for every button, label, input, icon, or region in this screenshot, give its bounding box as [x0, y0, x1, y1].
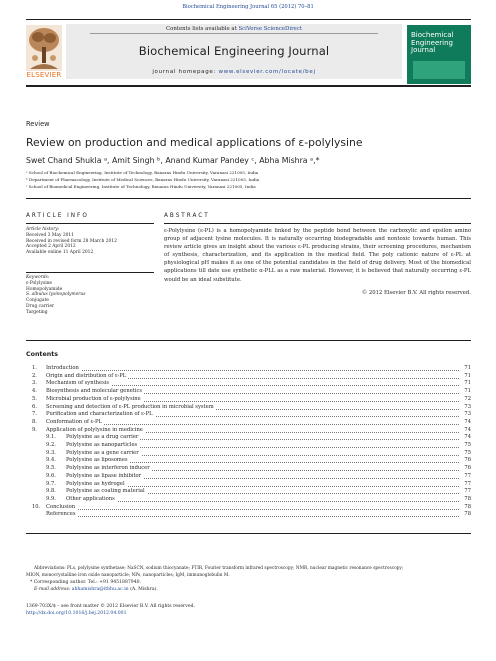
toc-page-number: 78	[464, 511, 471, 518]
email-link[interactable]: abhamishra@itbhu.ac.in	[71, 587, 129, 592]
toc-title: Polylysine as interferon inducer	[66, 465, 150, 472]
toc-title: Polylysine as lipase inhibitor	[66, 472, 142, 479]
toc-number: 7.	[32, 411, 37, 418]
toc-entry[interactable]	[26, 365, 471, 372]
toc-page-number: 77	[464, 488, 471, 495]
toc-entry[interactable]	[26, 419, 471, 426]
toc-title: Conformation of ε-PL	[46, 418, 102, 425]
toc-number: 1.	[32, 365, 37, 371]
toc-leader-dots	[66, 499, 459, 502]
toc-page-number: 75	[464, 442, 471, 448]
toc-title: Polylysine as coating material	[66, 488, 145, 495]
toc-page-number: 73	[464, 411, 471, 418]
toc-page-number: 71	[464, 388, 471, 395]
toc-title: Polylysine as a gene carrier	[66, 449, 139, 456]
cover-graphic	[413, 61, 465, 79]
toc-entry[interactable]	[26, 504, 471, 511]
keyword: Drug carrier	[26, 303, 55, 309]
toc-page-number: 77	[464, 472, 471, 479]
keywords-rule	[26, 272, 154, 273]
toc-title: Application of polylysine in medicine	[46, 426, 143, 433]
toc-title: Microbial production of ε-polylysine	[46, 395, 141, 402]
toc-page-number: 78	[464, 503, 471, 510]
elsevier-tree-icon	[26, 25, 62, 71]
journal-homepage	[66, 69, 402, 75]
toc-page-number: 77	[464, 480, 471, 487]
available-prefix: Contents lists available at	[165, 26, 239, 32]
header-divider	[90, 33, 378, 34]
sciencedirect-link[interactable]: SciVerse ScienceDirect	[238, 26, 303, 32]
toc-entry[interactable]	[26, 457, 471, 464]
toc-number: 9.6.	[46, 472, 56, 479]
toc-number: 9.3.	[46, 449, 56, 456]
toc-leader-dots	[46, 368, 459, 371]
article-title: Review on production and medical applications of ε-polylysine	[26, 136, 363, 149]
email-label: E-mail address:	[34, 587, 72, 592]
toc-page-number: 74	[464, 418, 471, 425]
author-list: Swet Chand Shukla ᵃ, Amit Singh ᵇ, Anand Kumar Pandey ᶜ, Abha Mishra ᵃ,*	[26, 156, 320, 165]
toc-title: Origin and distribution of ε-PL	[46, 372, 127, 379]
toc-leader-dots	[46, 514, 459, 517]
toc-title: Polylysine as liposomes	[66, 457, 128, 464]
toc-page-number: 71	[464, 372, 471, 379]
keyword: ε-Polylysine	[26, 280, 53, 286]
header-bottom-rule	[26, 85, 471, 87]
toc-number: 9.	[32, 426, 37, 433]
toc-page-number: 74	[464, 426, 471, 433]
toc-number: 8.	[32, 418, 37, 425]
homepage-link[interactable]: www.elsevier.com/locate/bej	[218, 69, 316, 75]
header-top-rule	[26, 19, 471, 20]
article-type: Review	[26, 120, 50, 128]
toc-number: 9.1.	[46, 434, 56, 441]
toc-entry[interactable]	[26, 411, 471, 418]
toc-title: Polylysine as a drug carrier	[66, 434, 139, 441]
toc-title: References	[46, 511, 76, 518]
toc-number: 9.4.	[46, 457, 56, 464]
keyword: Targeting	[26, 309, 48, 315]
toc-number: 3.	[32, 380, 37, 387]
history-item: Received in revised form 28 March 2012	[26, 238, 117, 244]
toc-number: 9.8.	[46, 488, 56, 495]
toc-leader-dots	[46, 422, 459, 425]
toc-page-number: 72	[464, 395, 471, 402]
homepage-prefix: journal homepage:	[152, 69, 219, 75]
toc-page-number: 71	[464, 380, 471, 387]
toc-entry[interactable]	[26, 373, 471, 380]
abbreviations: Abbreviations: PLs, polylysine synthetase; NaSCN, sodium thiocyanate; FTIR, Fourier transform infrared spectroscopy; NMR, nuclear magnetic resonance spectroscopy;	[34, 566, 404, 571]
toc-title: Introduction	[46, 365, 79, 371]
copyright: © 2012 Elsevier B.V. All rights reserved.	[361, 290, 471, 296]
abstract-heading: ABSTRACT	[164, 213, 210, 219]
toc-leader-dots	[46, 507, 459, 510]
cover-line: Biochemical	[411, 31, 454, 39]
toc-title: Biosynthesis and molecular genetics	[46, 388, 143, 395]
contents-bottom-rule	[26, 533, 471, 534]
journal-citation[interactable]: Biochemical Engineering Journal 65 (2012) 70–81	[182, 4, 314, 10]
toc-entry[interactable]	[26, 473, 471, 480]
toc-entry[interactable]	[26, 481, 471, 488]
keyword: Conjugate	[26, 298, 49, 304]
abstract-text: ε-Polylysine (ε-PL) is a homopolyamide linked by the peptide bond between the carboxylic and epsilon amino group of adjacent lysine molecules. It is naturally occurring biodegradable and nontoxic towards human. This review article gives an insight about the various ε-PL producing strains, their screening procedures, mechanism of synthesis, characterization, and its application in the medical field. The poly cationic nature of ε-PL at physiological pH makes it as one of the potential candidates in the field of drug delivery. Most of the biomedical applications till date use synthetic α-PLL as a raw material. However, it is believed that naturally occurring ε-PL would be an ideal substitute.	[164, 228, 471, 283]
toc-title: Conclusion	[46, 503, 76, 510]
toc-title: Screening and detection of ε-PL production in microbial system	[46, 403, 214, 410]
toc-number: 2.	[32, 372, 37, 379]
history-label: Article history:	[26, 227, 60, 232]
toc-page-number: 75	[464, 449, 471, 456]
contents-available-line	[66, 26, 402, 32]
toc-page-number: 71	[464, 365, 471, 371]
toc-title: Mechanism of synthesis	[46, 380, 110, 387]
keyword: S. albulus lysinopolymerus	[26, 292, 86, 298]
elsevier-logo[interactable]	[26, 25, 62, 81]
toc-entry[interactable]	[26, 496, 471, 503]
toc-page-number: 78	[464, 495, 471, 502]
toc-entry[interactable]	[26, 404, 471, 411]
toc-page-number: 74	[464, 434, 471, 441]
section-rule	[26, 198, 471, 199]
email-line	[34, 587, 158, 592]
toc-title: Purification and characterization of ε-PL	[46, 411, 153, 418]
toc-entry[interactable]	[26, 442, 471, 449]
history-item: Available online 11 April 2012	[26, 250, 94, 256]
toc-entry[interactable]	[26, 434, 471, 441]
toc-entry[interactable]	[26, 465, 471, 472]
keyword: Homopolyamide	[26, 286, 63, 292]
toc-entry[interactable]	[26, 427, 471, 434]
toc-number: 9.5.	[46, 465, 56, 472]
history-item: Accepted 2 April 2012	[26, 244, 76, 250]
toc-number: 10.	[32, 503, 41, 510]
cover-title	[411, 32, 471, 55]
toc-number: 9.9.	[46, 495, 56, 502]
article-history	[26, 227, 117, 256]
toc-number: 5.	[32, 395, 37, 402]
cover-line: Engineering	[411, 38, 453, 47]
abstract-rule	[164, 223, 471, 224]
affiliation-a: ᵃ School of Biochemical Engineering, Institute of Technology, Banaras Hindu University, Varanasi 221005, India	[26, 170, 259, 175]
toc-entry[interactable]	[26, 488, 471, 495]
toc-title: Other applications	[66, 495, 115, 502]
toc-title: Polylysine as nanoparticles	[66, 442, 138, 448]
affiliation-b: ᵇ Department of Pharmacology, Institute of Medical Sciences, Banaras Hindu University, Varanasi 221005, India	[26, 177, 260, 182]
contents-top-rule	[26, 340, 471, 341]
article-info-heading: ARTICLE INFO	[26, 213, 89, 219]
contents-heading: Contents	[26, 351, 58, 358]
abbreviations-cont: MION, monocrystalline iron oxide nanoparticle; NPs, nanoparticles; IgM, immunoglobulin M.	[26, 573, 230, 578]
toc-page-number: 73	[464, 403, 471, 410]
toc-page-number: 76	[464, 465, 471, 472]
cover-line: Journal	[411, 46, 436, 55]
journal-name: Biochemical Engineering Journal	[138, 44, 330, 58]
corresponding-author: * Corresponding author. Tel.: +91 9451887940.	[30, 580, 142, 585]
email-suffix: (A. Mishra).	[128, 587, 158, 592]
elsevier-wordmark: ELSEVIER	[26, 71, 62, 79]
article-info-rule	[26, 223, 154, 224]
toc-number: 6.	[32, 403, 37, 410]
toc-entry[interactable]	[26, 450, 471, 457]
journal-cover-thumbnail[interactable]	[407, 25, 471, 84]
history-item: Received 3 May 2011	[26, 232, 75, 238]
toc-number: 9.7.	[46, 480, 56, 487]
toc-entry[interactable]	[26, 388, 471, 395]
toc-number: 4.	[32, 388, 37, 395]
toc-entry[interactable]	[26, 380, 471, 387]
toc-page-number: 76	[464, 457, 471, 464]
toc-number: 9.2.	[46, 442, 56, 448]
affiliation-c: ᶜ School of Biomedical Engineering, Institute of Technology, Banaras Hindu University, Varanasi 221005, India	[26, 184, 256, 189]
keywords-label: Keywords:	[26, 275, 50, 280]
doi-link[interactable]: http://dx.doi.org/10.1016/j.bej.2012.04.001	[26, 611, 127, 616]
toc-title: Polylysine as hydrogel	[66, 480, 125, 487]
toc-entry[interactable]	[26, 396, 471, 403]
toc-entry[interactable]	[26, 511, 471, 518]
issn-line: 1369-703X/$ – see front matter © 2012 Elsevier B.V. All rights reserved.	[26, 604, 195, 609]
keywords	[26, 275, 85, 316]
